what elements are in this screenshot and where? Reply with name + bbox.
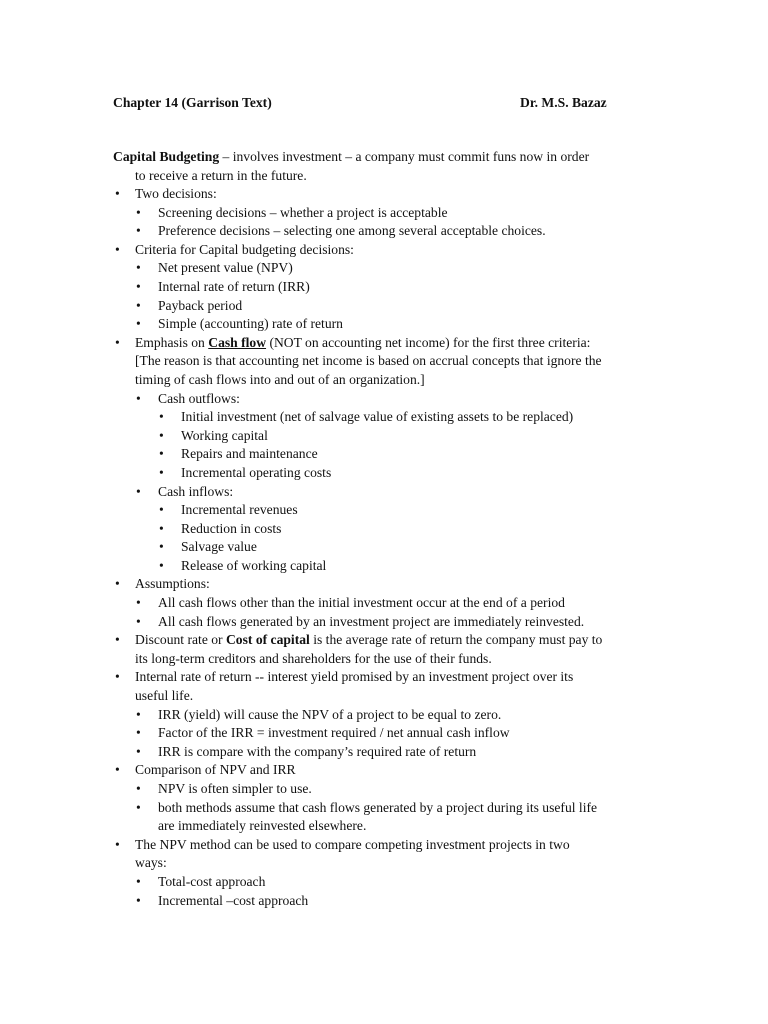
bullet-icon: • [159,557,164,573]
item-text-line2: are immediately reinvested elsewhere. [158,818,367,834]
item-text: NPV is often simpler to use. [158,781,312,796]
list-item [158,501,658,520]
item-text: Incremental operating costs [181,464,332,480]
irr-def-line2: useful life. [135,688,194,704]
bullet-icon: • [115,836,120,852]
list-item [158,538,658,557]
item-text: Preference decisions – selecting one among several acceptable choices. [158,223,546,239]
list-item [158,464,658,483]
item-text: Criteria for Capital budgeting decisions: [135,241,354,257]
bullet-icon: • [136,706,141,722]
bullet-icon: • [115,186,120,201]
item-text: Repairs and maintenance [181,446,318,462]
item-text: Working capital [181,427,268,443]
list-item [158,427,658,446]
list-item [158,520,658,539]
bullet-icon: • [136,725,141,741]
chapter-title: Chapter 14 (Garrison Text) [113,95,272,110]
item-text: Comparison of NPV and IRR [135,762,296,778]
list-item [113,334,658,576]
intro-term: Capital Budgeting [113,149,220,164]
bullet-icon: • [115,762,120,778]
sub-list [135,594,658,631]
list-item [135,483,658,576]
list-item [135,204,658,223]
list-item [135,706,658,725]
item-text: Initial investment (net of salvage value of existing assets to be replaced) [181,409,574,425]
item-text: Simple (accounting) rate of return [158,316,343,332]
item-text: Factor of the IRR = investment required / net annual cash inflow [158,725,510,741]
item-text: IRR (yield) will cause the NPV of a project to be equal to zero. [158,706,502,722]
list-item [135,390,658,483]
bullet-icon: • [136,595,141,611]
sub-list [135,706,658,762]
emphasis-note-line2: timing of cash flows into and out of an organization.] [135,371,425,387]
bullet-icon: • [136,260,141,276]
bullet-icon: • [115,241,120,257]
bullet-icon: • [159,464,164,480]
document-header [113,95,658,115]
sub-list [135,204,658,241]
emphasis-note-line1: [The reason is that accounting net income is based on accrual concepts that ignore the [135,353,602,369]
document-page [113,95,658,910]
bullet-icon: • [159,539,164,555]
list-item [135,613,658,632]
bullet-icon: • [136,483,141,499]
bullet-icon: • [159,520,164,536]
bullet-icon: • [136,316,141,332]
item-text: Internal rate of return (IRR) [158,278,310,294]
list-item [135,594,658,613]
item-text: Two decisions: [135,186,217,201]
list-item [158,557,658,576]
item-text: both methods assume that cash flows generated by a project during its useful life [158,799,598,815]
bullet-icon: • [159,502,164,518]
list-item [135,892,658,911]
intro-text-line1: – involves investment – a company must commit funs now in order [219,149,590,164]
bullet-icon: • [136,297,141,313]
list-item [113,836,658,910]
list-item [113,668,658,761]
item-text: Incremental revenues [181,502,298,518]
discount-pre: Discount rate or [135,632,226,648]
sub-sub-list [158,501,658,575]
emphasis-pre: Emphasis on [135,334,209,350]
list-item [113,575,658,631]
list-item [135,724,658,743]
list-item [113,761,658,835]
intro-paragraph [113,148,658,185]
emphasis-post: (NOT on accounting net income) for the first three criteria: [266,334,591,350]
list-item [158,445,658,464]
list-item [135,315,658,334]
list-item [135,278,658,297]
sub-sub-list [158,408,658,482]
irr-def-line1: Internal rate of return -- interest yield promised by an investment project over its [135,669,574,685]
bullet-icon: • [115,669,120,685]
item-text: Total-cost approach [158,873,266,889]
item-text: Reduction in costs [181,520,282,536]
list-item [135,873,658,892]
item-text: Salvage value [181,539,257,555]
bullet-icon: • [136,613,141,629]
discount-term: Cost of capital [225,632,310,648]
bullet-icon: • [136,799,141,815]
bullet-icon: • [136,743,141,759]
discount-post: is the average rate of return the company must pay to [309,632,603,648]
bullet-icon: • [115,576,120,592]
sub-list [135,780,658,836]
item-text: Cash outflows: [158,390,240,406]
main-bullet-list [113,185,658,910]
item-text: All cash flows other than the initial investment occur at the end of a period [158,595,565,611]
list-item [135,259,658,278]
bullet-icon: • [136,390,141,406]
list-item [113,631,658,668]
item-text: Screening decisions – whether a project is acceptable [158,204,448,220]
item-text: Cash inflows: [158,483,234,499]
item-text: Incremental –cost approach [158,892,309,908]
list-item [135,780,658,799]
bullet-icon: • [115,334,120,350]
sub-list [135,873,658,910]
discount-line2: its long-term creditors and shareholders for the use of their funds. [135,650,492,666]
bullet-icon: • [136,204,141,220]
list-item [135,297,658,316]
emphasis-term: Cash flow [208,334,267,350]
intro-text-line2: to receive a return in the future. [135,167,307,183]
list-item [113,241,658,334]
bullet-icon: • [136,223,141,239]
sub-list [135,259,658,333]
list-item [135,222,658,241]
bullet-icon: • [136,278,141,294]
item-text: Assumptions: [135,576,210,592]
list-item [113,185,658,241]
list-item [158,408,658,427]
item-text: IRR is compare with the company’s required rate of return [158,743,477,759]
sub-list [135,390,658,576]
item-text: Payback period [158,297,243,313]
npv-method-line2: ways: [135,855,167,871]
item-text: Net present value (NPV) [158,260,293,276]
npv-method-line1: The NPV method can be used to compare competing investment projects in two [135,836,570,852]
item-text: Release of working capital [181,557,327,573]
item-text: All cash flows generated by an investment project are immediately reinvested. [158,613,585,629]
bullet-icon: • [136,873,141,889]
bullet-icon: • [136,892,141,908]
list-item [135,799,658,836]
author-name: Dr. M.S. Bazaz [520,95,607,110]
bullet-icon: • [115,632,120,648]
list-item [135,743,658,762]
bullet-icon: • [159,446,164,462]
bullet-icon: • [136,781,141,796]
bullet-icon: • [159,427,164,443]
bullet-icon: • [159,409,164,425]
